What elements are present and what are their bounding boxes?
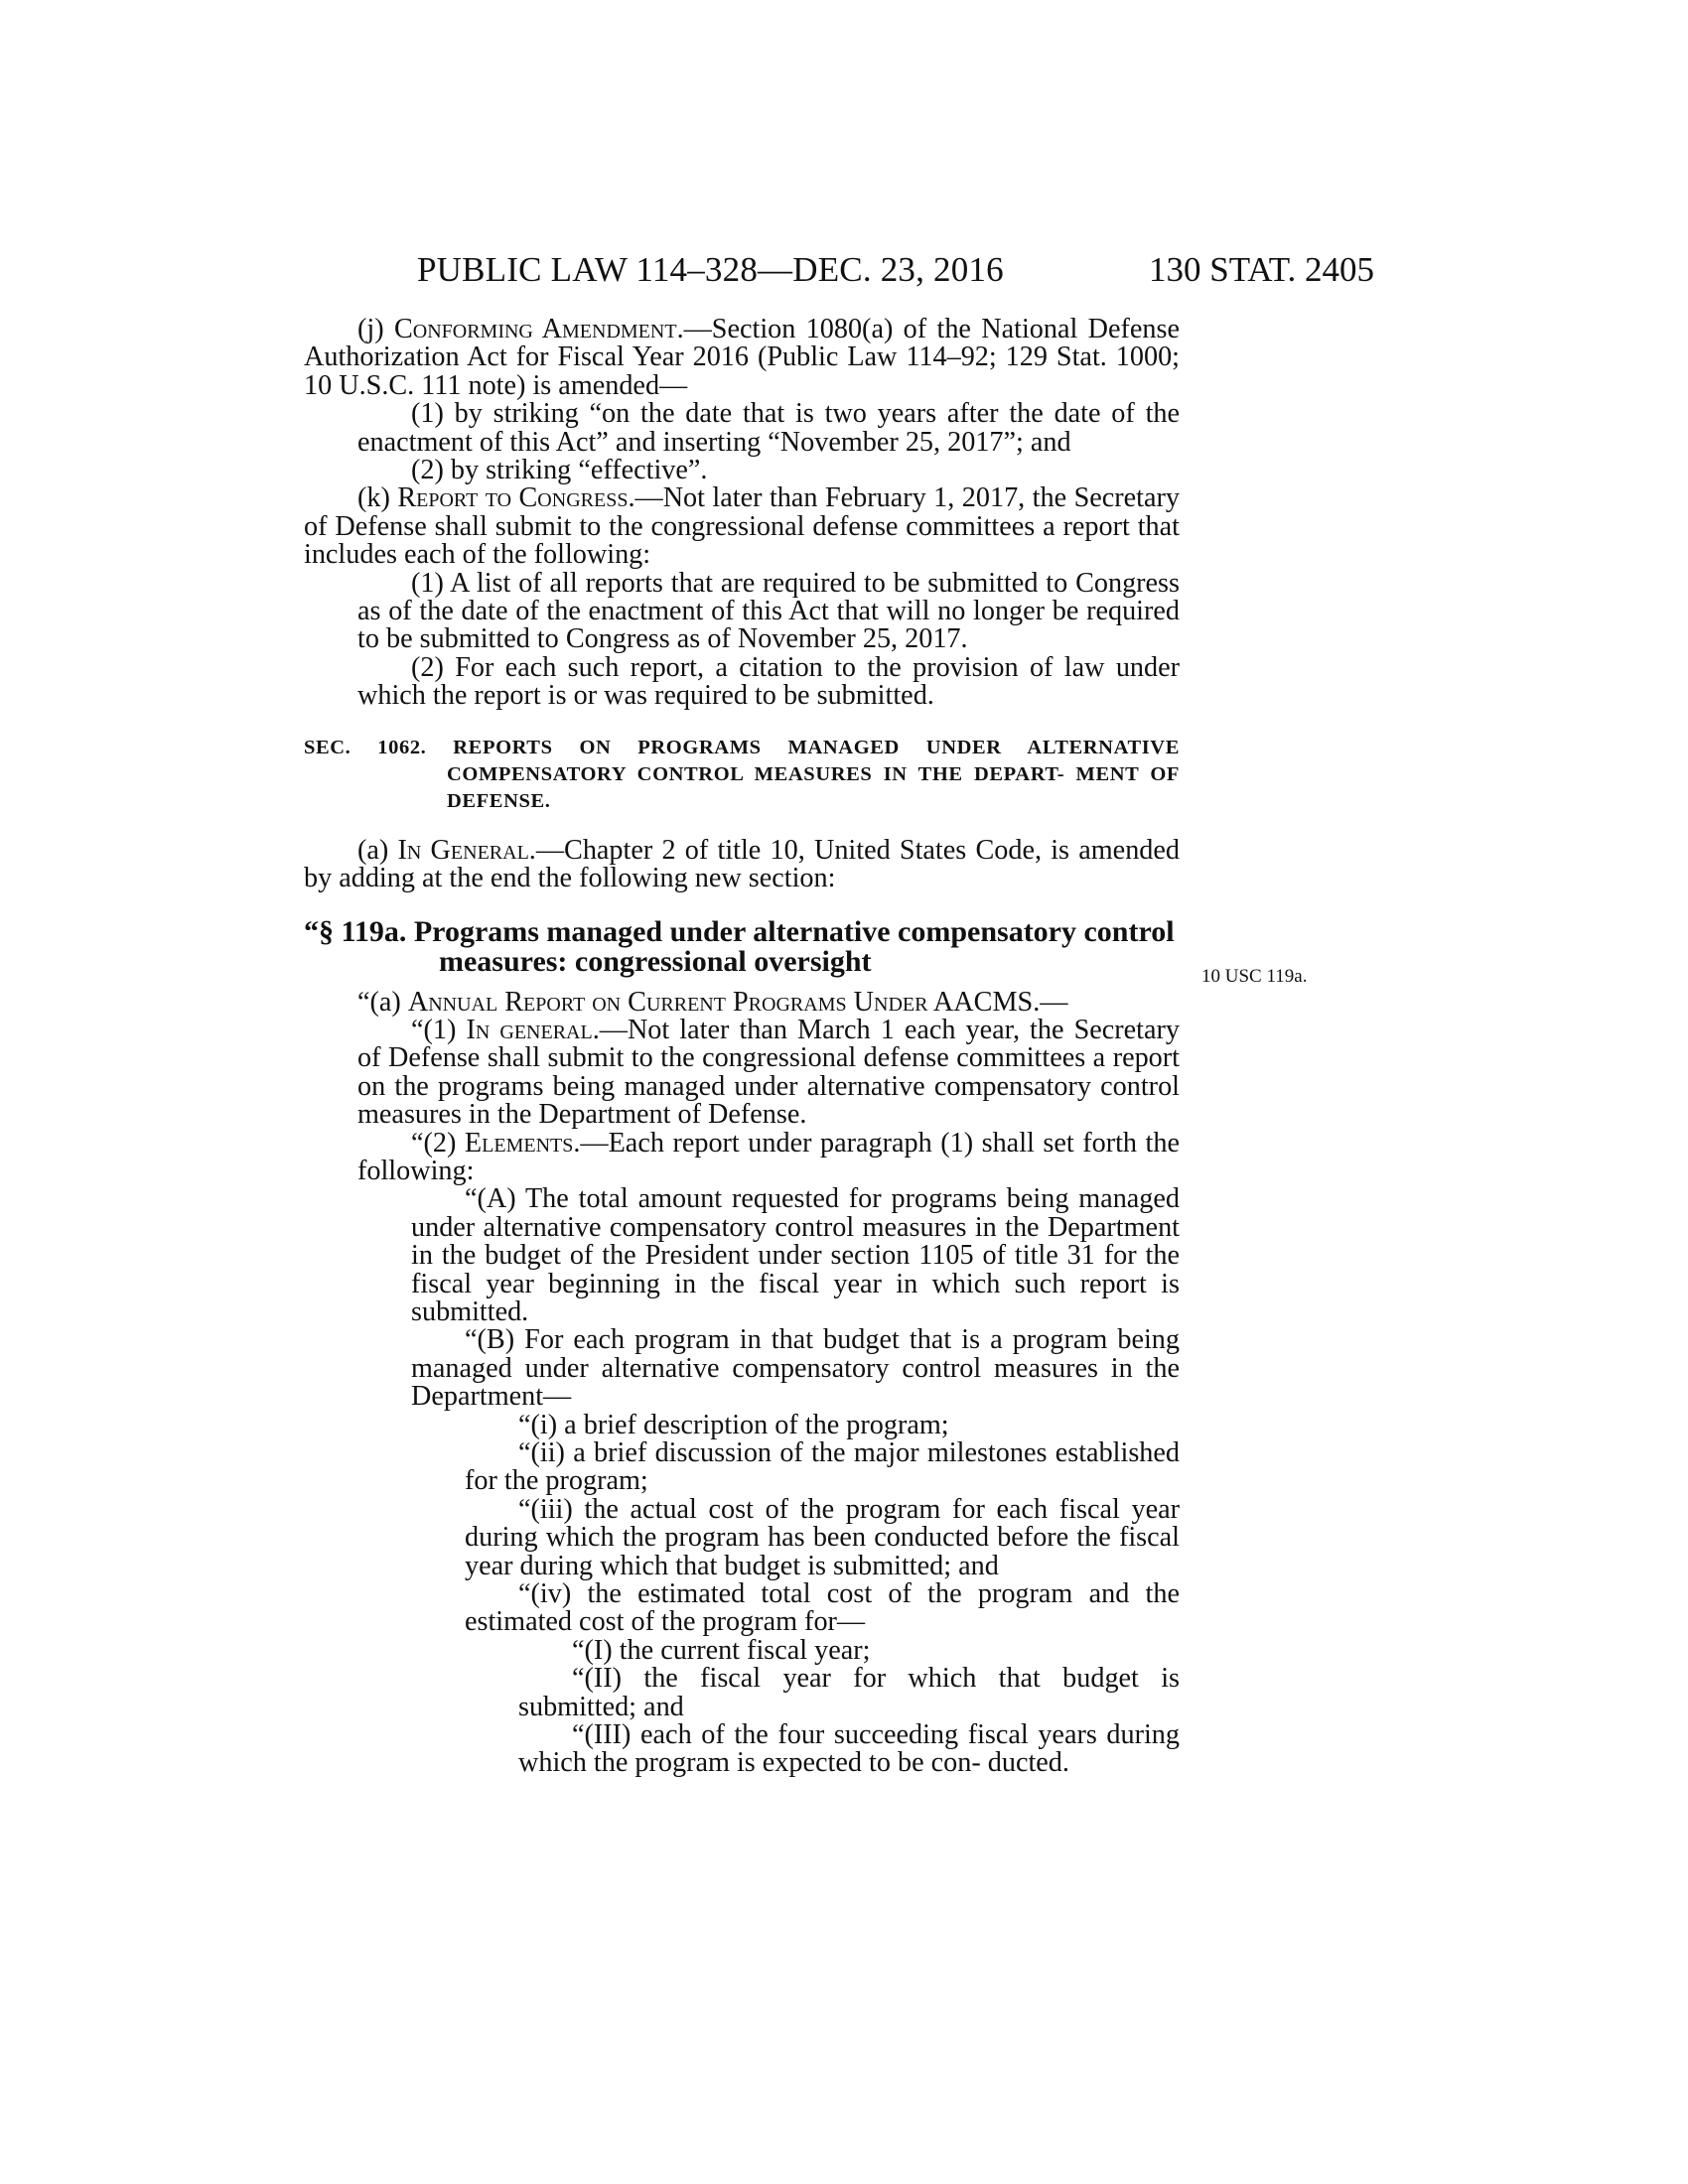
section-119a-heading: “§ 119a. Programs managed under alternative compensatory control measures: congressional oversight	[304, 914, 1175, 978]
quoted-clause-i: “(i) a brief description of the program;	[518, 1409, 949, 1440]
page-header-title: PUBLIC LAW 114–328—DEC. 23, 2016	[417, 250, 1004, 289]
quoted-subclause-III: “(III) each of the four succeeding fiscal years during which the program is expected to be con- ducted.	[518, 1719, 1180, 1779]
section-heading: SEC. 1062. REPORTS ON PROGRAMS MANAGED UNDER ALTERNATIVE COMPENSATORY CONTROL MEASURES IN THE DEPART- MENT OF DEFENSE.	[304, 736, 1180, 812]
quoted-subparagraph-B: “(B) For each program in that budget that is a program being managed under alternative compensatory control measures in the Department—	[411, 1324, 1180, 1413]
quoted-subsection-a: “(a) Annual Report on Current Programs Under AACMS.—	[357, 986, 1068, 1018]
quoted-subsection-a-caption: Annual Report on Current Programs Under AACMS	[407, 986, 1034, 1018]
page-header-stat: 130 STAT. 2405	[1149, 250, 1374, 289]
quoted-paragraph-2: “(2) Elements.—Each report under paragraph (1) shall set forth the following:	[357, 1127, 1180, 1186]
paragraph-j1: (1) by striking “on the date that is two years after the date of the enactment of this Act” and inserting “November 25, 2017”; and	[357, 398, 1180, 458]
margin-citation: 10 USC 119a.	[1201, 966, 1308, 987]
paragraph-k1: (1) A list of all reports that are required to be submitted to Congress as of the date of the enactment of this Act that will no longer be required to be submitted to Congress as of November 25, 2017.	[357, 567, 1180, 655]
quoted-paragraph-1: “(1) In general.—Not later than March 1 each year, the Secretary of Defense shall submit to the congressional defense committees a report on the programs being managed under alternative compensatory control measures in the Department of Defense.	[357, 1014, 1180, 1131]
quoted-subclause-I: “(I) the current fiscal year;	[572, 1634, 871, 1666]
document-body	[304, 316, 1180, 1778]
subsection-j-caption: Conforming Amendment	[393, 314, 677, 344]
quoted-clause-ii: “(ii) a brief discussion of the major milestones established for the program;	[465, 1437, 1180, 1497]
paragraph-j2: (2) by striking “effective”.	[411, 455, 708, 486]
paragraph-k2: (2) For each such report, a citation to the provision of law under which the report is or was required to be submitted.	[357, 651, 1180, 712]
quoted-paragraph-2-caption: Elements	[464, 1127, 574, 1159]
quoted-paragraph-1-caption: In general	[466, 1014, 593, 1045]
quoted-clause-iii: “(iii) the actual cost of the program for each fiscal year during which the program has been conducted before the fiscal year during which that budget is submitted; and	[465, 1493, 1180, 1581]
subsection-j: (j) Conforming Amendment.—Section 1080(a) of the National Defense Authorization Act for Fiscal Year 2016 (Public Law 114–92; 129 Stat. 1000; 10 U.S.C. 111 note) is amended—	[304, 314, 1180, 401]
subsection-k-caption: Report to Congress	[397, 482, 629, 514]
quoted-subparagraph-A: “(A) The total amount requested for programs being managed under alternative compensatory control measures in the Department in the budget of the President under section 1105 of title 31 for the fiscal year beginning in the fiscal year in which such report is submitted.	[411, 1183, 1180, 1327]
subsection-k: (k) Report to Congress.—Not later than February 1, 2017, the Secretary of Defense shall submit to the congressional defense committees a report that includes each of the following:	[304, 482, 1180, 571]
subsection-a-caption: In General	[397, 834, 529, 866]
quoted-clause-iv: “(iv) the estimated total cost of the program and the estimated cost of the program for—	[465, 1578, 1180, 1638]
quoted-subclause-II: “(II) the fiscal year for which that budget is submitted; and	[518, 1663, 1180, 1722]
subsection-a: (a) In General.—Chapter 2 of title 10, United States Code, is amended by adding at the end the following new section:	[304, 834, 1180, 894]
